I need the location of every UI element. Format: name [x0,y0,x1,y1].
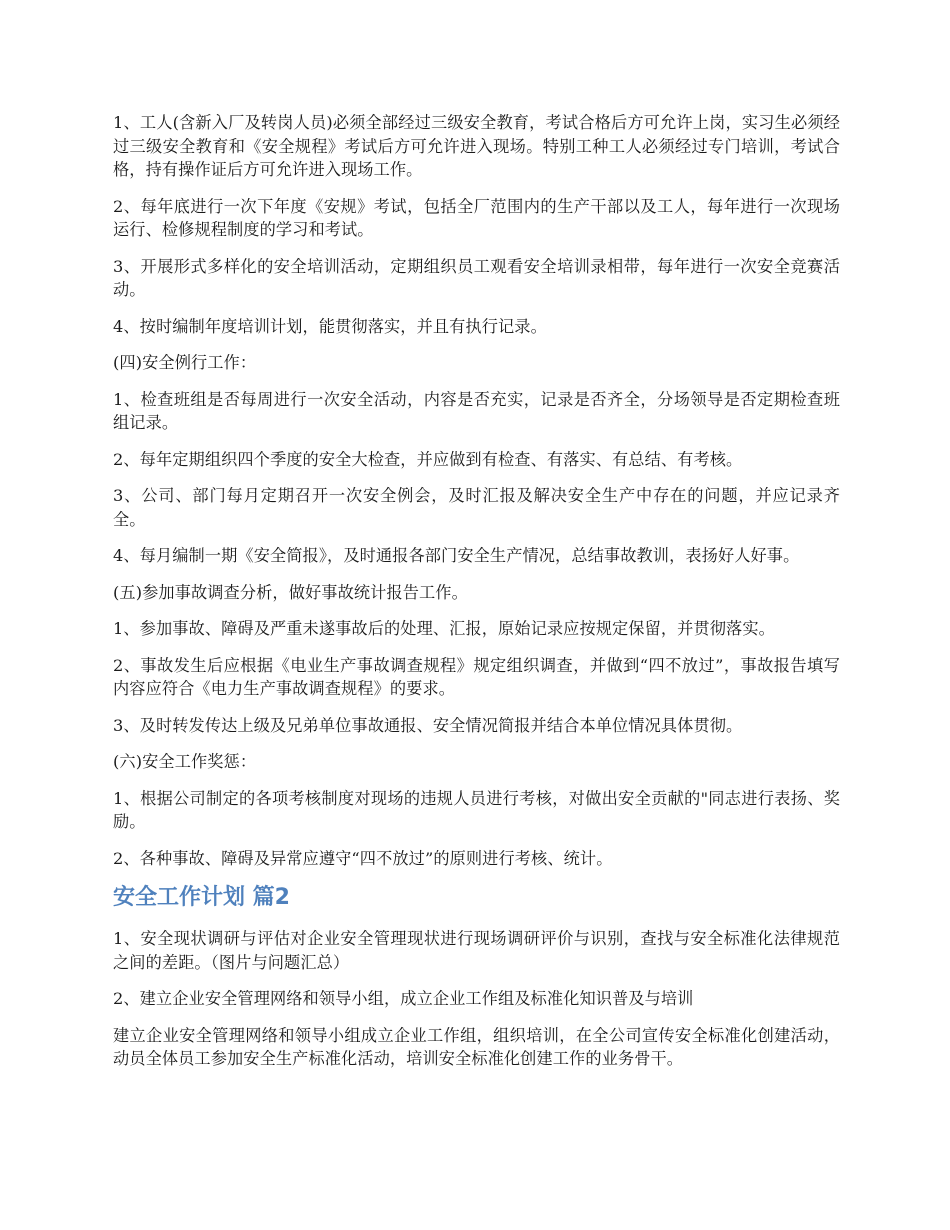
paragraph-training-3: 3、开展形式多样化的安全培训活动，定期组织员工观看安全培训录相带，每年进行一次安全竞赛活动。 [113,256,840,299]
paragraph-plan2-3: 建立企业安全管理网络和领导小组成立企业工作组，组织培训，在全公司宣传安全标准化创建活动，动员全体员工参加安全生产标准化活动，培训安全标准化创建工作的业务骨干。 [113,1025,840,1068]
paragraph-accident-1: 1、参加事故、障碍及严重未遂事故后的处理、汇报，原始记录应按规定保留，并贯彻落实。 [113,619,775,638]
paragraph-routine-2: 2、每年定期组织四个季度的安全大检查，并应做到有检查、有落实、有总结、有考核。 [113,449,743,469]
subheading-rewards-penalties: (六)安全工作奖惩： [113,752,257,771]
subheading-accident-analysis: (五)参加事故调查分析，做好事故统计报告工作。 [113,582,468,602]
paragraph-routine-1: 1、检查班组是否每周进行一次安全活动，内容是否充实，记录是否齐全，分场领导是否定期检查班组记录。 [113,389,840,432]
paragraph-plan2-2: 2、建立企业安全管理网络和领导小组，成立企业工作组及标准化知识普及与培训 [113,989,694,1008]
paragraph-rewards-2: 2、各种事故、障碍及异常应遵守“四不放过”的原则进行考核、统计。 [113,848,613,868]
paragraph-training-2: 2、每年底进行一次下年度《安规》考试，包括全厂范围内的生产干部以及工人，每年进行一次现场运行、检修规程制度的学习和考试。 [113,196,840,239]
paragraph-routine-4: 4、每月编制一期《安全简报》，及时通报各部门安全生产情况，总结事故教训，表扬好人好事。 [113,546,800,565]
subheading-routine-work: (四)安全例行工作： [113,353,257,372]
paragraph-accident-3: 3、及时转发传达上级及兄弟单位事故通报、安全情况简报并结合本单位情况具体贯彻。 [113,715,743,735]
paragraph-rewards-1: 1、根据公司制定的各项考核制度对现场的违规人员进行考核，对做出安全贡献的"同志进行表扬、奖励。 [113,788,840,831]
paragraph-accident-2: 2、事故发生后应根据《电业生产事故调查规程》规定组织调查，并做到“四不放过”，事故报告填写内容应符合《电力生产事故调查规程》的要求。 [113,655,840,698]
paragraph-plan2-1: 1、安全现状调研与评估对企业安全管理现状进行现场调研评价与识别，查找与安全标准化法律规范之间的差距。（图片与问题汇总） [113,929,840,972]
paragraph-training-1: 1、工人(含新入厂及转岗人员)必须全部经过三级安全教育，考试合格后方可允许上岗，实习生必须经过三级安全教育和《安全规程》考试后方可允许进入现场。特别工种工人必须经过专门培训，考试合格，持有操作证后方可允许进入现场工作。 [113,113,840,179]
paragraph-training-4: 4、按时编制年度培训计划，能贯彻落实，并且有执行记录。 [113,316,547,336]
section-heading-plan-2: 安全工作计划 篇2 [113,885,290,910]
paragraph-routine-3: 3、公司、部门每月定期召开一次安全例会，及时汇报及解决安全生产中存在的问题，并应记录齐全。 [113,486,840,529]
